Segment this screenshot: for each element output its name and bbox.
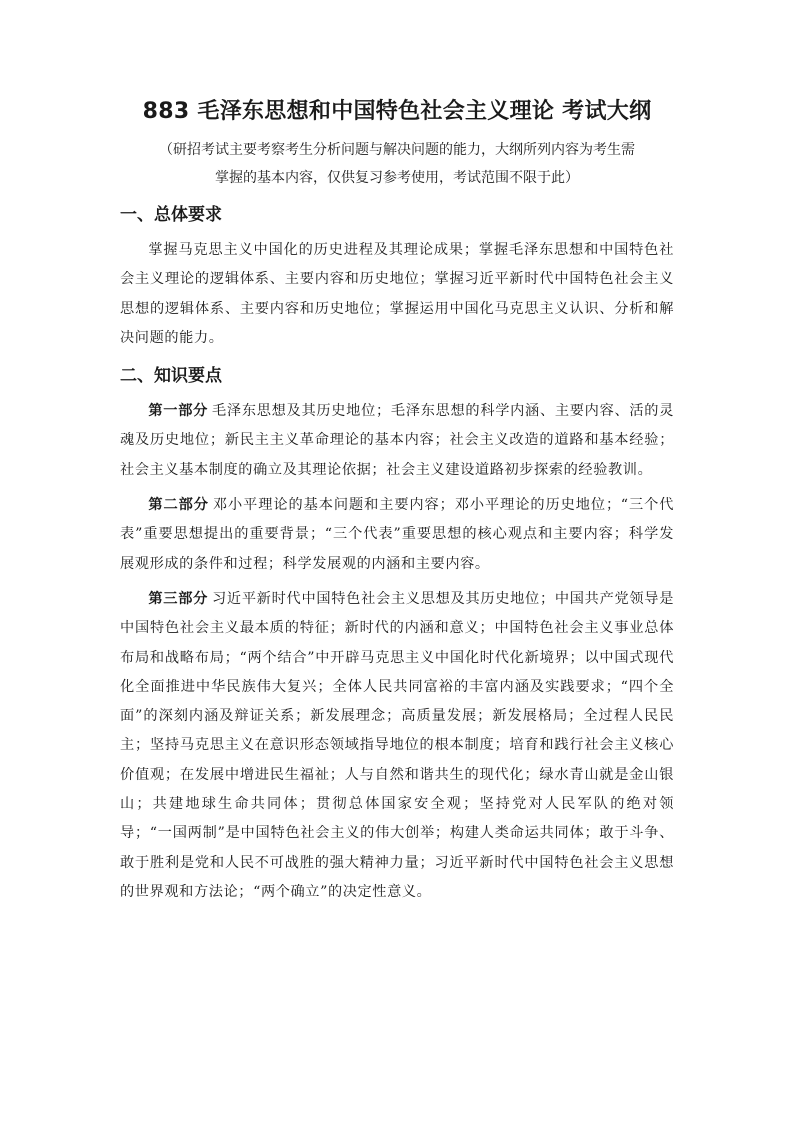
part-two-label: 第二部分: [148, 497, 209, 514]
document-page: [120, 96, 674, 913]
part-three-text: 习近平新时代中国特色社会主义思想及其历史地位；中国共产党领导是中国特色社会主义最本质的特征；新时代的内涵和意义；中国特色社会主义事业总体布局和战略布局；“两个结合”中开辟马克思主义中国化时代化新境界；以中国式现代化全面推进中华民族伟大复兴；全体人民共同富裕的丰富内涵及实践要求；“四个全面”的深刻内涵及辩证关系；新发展理念；高质量发展；新发展格局；全过程人民民主；坚持马克思主义在意识形态领域指导地位的根本制度；培育和践行社会主义核心价值观；在发展中增进民生福祉；人与自然和谐共生的现代化；绿水青山就是金山银山；共建地球生命共同体；贯彻总体国家安全观；坚持党对人民军队的绝对领导；“一国两制”是中国特色社会主义的伟大创举；构建人类命运共同体；敢于斗争、敢于胜利是党和人民不可战胜的强大精神力量；习近平新时代中国特色社会主义思想的世界观和方法论；“两个确立”的决定性意义。: [120, 590, 674, 900]
part-three-label: 第三部分: [148, 590, 209, 607]
part-one-label: 第一部分: [148, 403, 209, 420]
document-note: [120, 136, 674, 192]
general-requirements-paragraph: 掌握马克思主义中国化的历史进程及其理论成果；掌握毛泽东思想和中国特色社会主义理论的逻辑体系、主要内容和历史地位；掌握习近平新时代中国特色社会主义思想的逻辑体系、主要内容和历史地位；掌握运用中国化马克思主义认识、分析和解决问题的能力。: [120, 242, 674, 346]
part-two-paragraph: [120, 491, 674, 579]
part-three-paragraph: [120, 585, 674, 907]
note-line-2: 掌握的基本内容，仅供复习参考使用，考试范围不限于此）: [215, 170, 579, 186]
part-one-paragraph: [120, 397, 674, 485]
section-heading-general: 一、总体要求: [120, 205, 222, 225]
section-heading-knowledge: 二、知识要点: [120, 366, 222, 387]
part-two-text: 邓小平理论的基本问题和主要内容；邓小平理论的历史地位；“三个代表”重要思想提出的重要背景；“三个代表”重要思想的核心观点和主要内容；科学发展观形成的条件和过程；科学发展观的内涵和主要内容。: [120, 497, 674, 572]
part-one-text: 毛泽东思想及其历史地位；毛泽东思想的科学内涵、主要内容、活的灵魂及历史地位；新民主主义革命理论的基本内容；社会主义改造的道路和基本经验；社会主义基本制度的确立及其理论依据；社会主义建设道路初步探索的经验教训。: [120, 403, 674, 478]
note-line-1: （研招考试主要考察考生分析问题与解决问题的能力，大纲所列内容为考生需: [159, 142, 635, 158]
document-title: 883 毛泽东思想和中国特色社会主义理论 考试大纲: [142, 99, 652, 124]
